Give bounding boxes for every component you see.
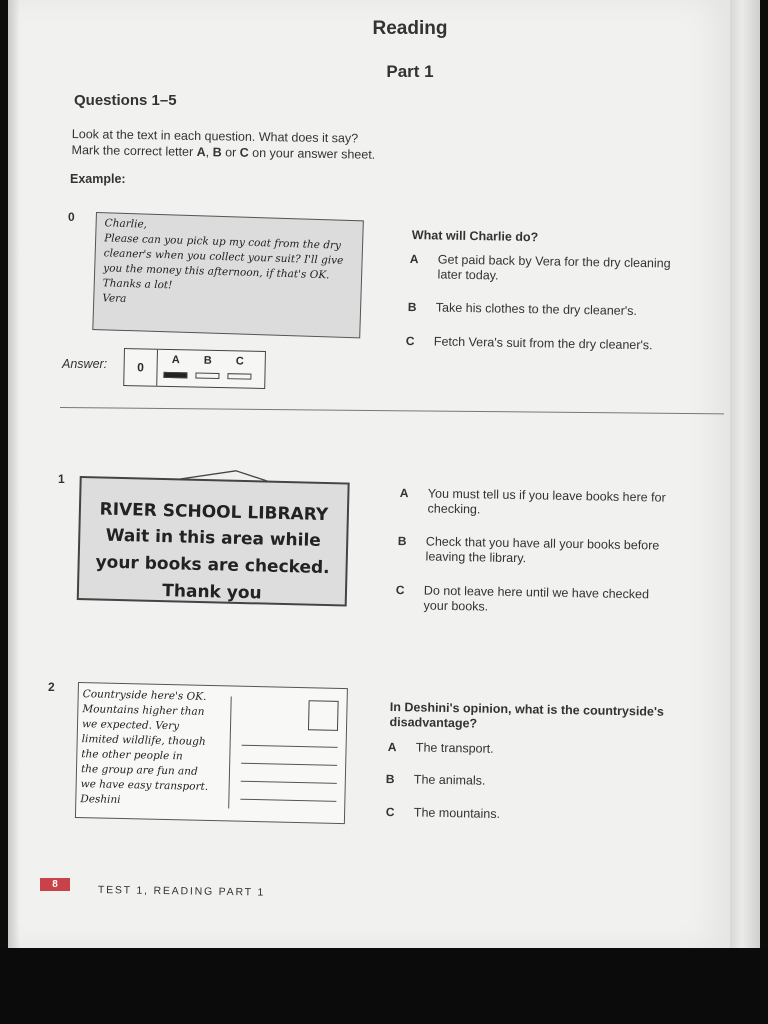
example-label: Example: (70, 172, 126, 186)
question-2-number: 2 (48, 680, 55, 694)
example-question: What will Charlie do? (411, 228, 539, 245)
option-text: Check that you have all your books before leaving the library. (425, 534, 660, 566)
option-text: The mountains. (413, 805, 501, 821)
postcard-stamp-box (308, 700, 339, 731)
option-text: Fetch Vera's suit from the dry cleaner's. (433, 334, 653, 353)
questions-heading: Questions 1–5 (74, 92, 177, 109)
note-line: Thanks a lot! (102, 277, 173, 292)
page-gutter-shadow (8, 0, 20, 948)
option-text: The transport. (415, 740, 494, 756)
footer-label: TEST 1, READING PART 1 (97, 884, 266, 899)
option-letter: B (407, 300, 417, 315)
question-1-option-b (397, 534, 688, 573)
sign-line: RIVER SCHOOL LIBRARY (99, 499, 329, 526)
option-text: Do not leave here until we have checked your books. (423, 583, 650, 614)
option-letter: A (387, 740, 397, 755)
page-number: 8 (40, 878, 70, 891)
postcard-line: Mountains higher than (82, 703, 205, 718)
option-text: You must tell us if you leave books here for checking. (427, 486, 666, 517)
postcard-line: we have easy transport. (80, 778, 209, 793)
instructions (71, 126, 375, 163)
answer-grid (123, 348, 266, 389)
address-line (241, 763, 337, 766)
answer-letter-a: A (171, 354, 180, 367)
postcard-line: the other people in (81, 748, 183, 763)
option-letter: B (397, 534, 407, 549)
answer-label: Answer: (62, 357, 108, 371)
example-number: 0 (68, 210, 75, 224)
note-line: Vera (102, 292, 127, 305)
postcard-line: we expected. Very (81, 718, 180, 733)
question-1-option-c (395, 583, 686, 622)
option-letter: C (385, 805, 395, 820)
note-line: you the money this afternoon, if that's OK. (103, 262, 330, 282)
address-line (240, 799, 336, 802)
answer-letter-c: C (235, 355, 244, 368)
instruction-line-1: Look at the text in each question. What does it say? (71, 126, 359, 146)
answer-bubble-b (195, 373, 219, 380)
example-option-a (409, 252, 700, 291)
answer-bubble-a (163, 372, 187, 379)
library-sign (77, 466, 352, 613)
sign-board (77, 476, 350, 607)
postcard-line: limited wildlife, though (81, 733, 206, 748)
scan-background (0, 948, 768, 1024)
note-line: Please can you pick up my coat from the dry (103, 232, 342, 252)
answer-letter-b: B (203, 354, 212, 367)
question-1-number: 1 (58, 472, 65, 486)
instruction-line-2: Mark the correct letter A, B or C on your answer sheet. (71, 142, 376, 162)
question-2-text: In Deshini's opinion, what is the countryside's disadvantage? (389, 700, 665, 731)
option-letter: A (399, 486, 409, 501)
answer-bubble-c (227, 373, 251, 380)
answer-number: 0 (124, 349, 158, 386)
note-line: cleaner's when you collect your suit? I'll give (103, 247, 344, 267)
option-letter: C (395, 583, 405, 598)
page-edge (730, 0, 760, 948)
sign-line: Wait in this area while (105, 525, 322, 551)
postcard (75, 682, 348, 824)
option-text: The animals. (413, 772, 486, 788)
page-title: Reading (372, 18, 448, 39)
option-text: Get paid back by Vera for the dry cleaning later today. (437, 252, 671, 283)
part-heading: Part 1 (386, 62, 434, 81)
postcard-line: Deshini (80, 793, 121, 806)
note-line: Charlie, (104, 217, 148, 231)
option-letter: B (385, 772, 395, 787)
option-text: Take his clothes to the dry cleaner's. (435, 300, 638, 318)
option-letter: C (405, 334, 415, 349)
sign-line: Thank you (162, 581, 262, 604)
postcard-line: the group are fun and (80, 763, 198, 778)
postcard-message (80, 687, 231, 810)
sign-line: your books are checked. (95, 552, 330, 579)
example-note (92, 212, 364, 338)
postcard-line: Countryside here's OK. (82, 688, 207, 703)
question-1-option-a (399, 486, 690, 525)
address-line (242, 745, 338, 748)
option-letter: A (409, 252, 419, 267)
address-line (241, 781, 337, 784)
